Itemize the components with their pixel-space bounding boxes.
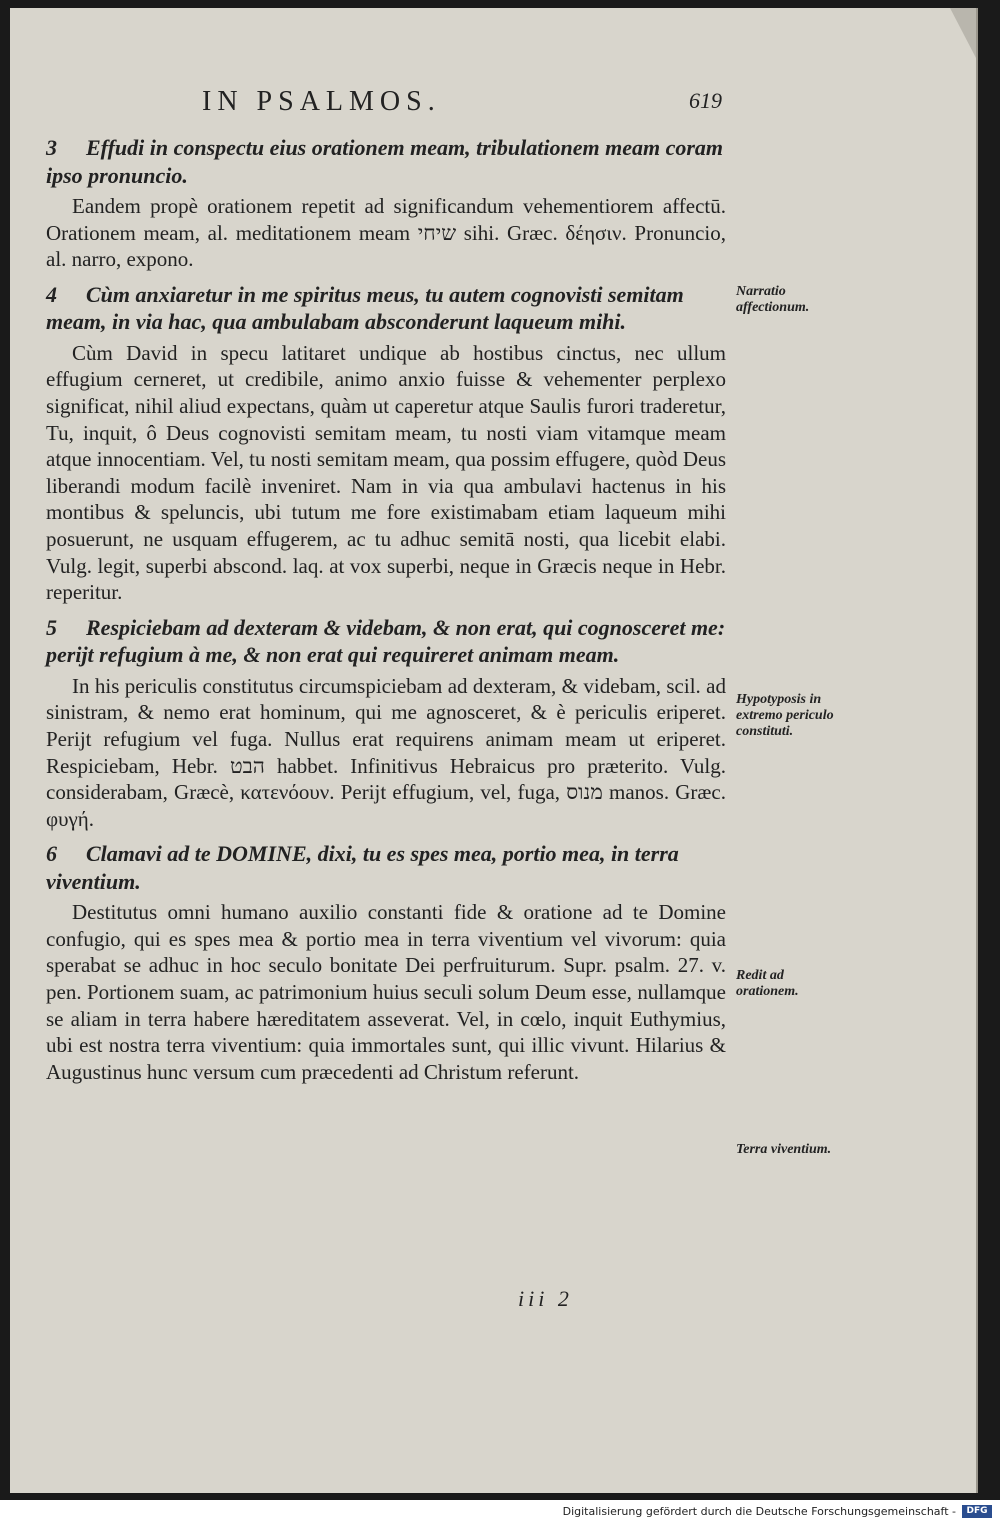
verse-number: 3 [46, 135, 57, 160]
margin-note-hypotyposis: Hypotyposis in extremo periculo constituti. [736, 692, 834, 739]
page-number: 619 [689, 88, 722, 113]
verse-number: 6 [46, 841, 57, 867]
footer-bar [0, 1500, 1000, 1523]
verse-block-4 [46, 281, 726, 606]
margin-note-redit: Redit ad orationem. [736, 968, 799, 999]
verse-text: 3 Effudi in conspectu eius orationem meam, tribulationem meam coram ipso pronuncio. [46, 135, 724, 188]
commentary-text: Cùm David in specu latitaret undique ab hostibus cinctus, nec ullum effugium cerneret, ut credibile, animo anxio fuisse & vehementer perplexo significat, nihil aliud expectans, quàm ut caperetur atque Saulis furori traderetur, Tu, inquit, ô Deus cognovisti semitam meam, tu nosti viam vitamque meam atque innocentiam. Vel, tu nosti semitam meam, qua possim effugere, quòd Deus liberandi modum facilè inveniret. Nam in via qua ambulavi hactenus in his montibus & speluncis, ubi tutum me fore existimabam etiam laqueum mihi posuerunt, ne usquam effugerem, ac tu adhuc semitā nosti, qua licebit elabi. Vulg. legit, superbi abscond. laq. at vox superbi, neque in Græcis neque in Hebr. reperitur. [46, 340, 726, 605]
verse-block-6 [46, 840, 726, 1085]
page-corner-fold [950, 8, 976, 58]
verse-number: 5 [46, 614, 57, 640]
verse-number: 4 [46, 281, 57, 307]
margin-note-terra: Terra viventium. [736, 1142, 832, 1157]
page-header [202, 86, 722, 126]
margin-note-narratio: Narratio affectionum. [736, 284, 810, 315]
verse-text: 4 Cùm anxiaretur in me spiritus meus, tu autem cognovisti semitam meam, in via hac, qua ambulabam absconderunt laqueum mihi. [46, 281, 684, 335]
running-head: IN PSALMOS. [202, 86, 441, 117]
verse-text: 5 Respiciebam ad dexteram & videbam, & non erat, qui cognosceret me: perijt refugium à me, & non erat qui requireret animam meam. [46, 614, 726, 668]
commentary-text: Destitutus omni humano auxilio constanti fide & oratione ad te Domine confugio, qui es spes mea & portio mea in terra viventium vel vivorum: quia sperabat se adhuc in hoc seculo bonitate Dei perfruiturum. Supr. psalm. 27. v. pen. Portionem suam, ac patrimonium huius seculi solum Deum esse, nullamque se aliam in terra habere hæreditatem asseverat. Vel, in cœlo, inquit Euthymius, ubi est nostra terra viventium: quia immortales sunt, qui illic vivunt. Hilarius & Augustinus hunc versum cum præcedenti ad Christum referunt. [46, 900, 726, 1084]
verse-block-3 [46, 134, 726, 273]
verse-block-5 [46, 614, 726, 833]
signature-mark: iii 2 [518, 1286, 573, 1311]
verse-text: 6 Clamavi ad te DOMINE, dixi, tu es spes mea, portio mea, in terra viventium. [46, 841, 679, 894]
dfg-logo-icon: DFG [962, 1505, 992, 1518]
commentary-text: Eandem propè orationem repetit ad significandum vehementiorem affectū. Orationem meam, al. meditationem meam שיחי sihi. Græc. δέησιν. Pronuncio, al. narro, expono. [46, 194, 726, 272]
main-text [46, 134, 726, 1093]
commentary-text: In his periculis constitutus circumspiciebam ad dexteram, & videbam, scil. ad sinistram, & nemo erat hominum, qui me agnosceret, & è periculis eriperet. Perijt refugium vel fuga. Nullus erat requirens animam meam ut eriperet. Respiciebam, Hebr. הבט habbet. Infinitivus Hebraicus pro præterito. Vulg. considerabam, Græcè, κατενόουν. Perijt effugium, vel, fuga, מנוס manos. Græc. φυγή. [46, 673, 726, 831]
funding-credit: Digitalisierung gefördert durch die Deutsche Forschungsgemeinschaft - [562, 1505, 956, 1518]
